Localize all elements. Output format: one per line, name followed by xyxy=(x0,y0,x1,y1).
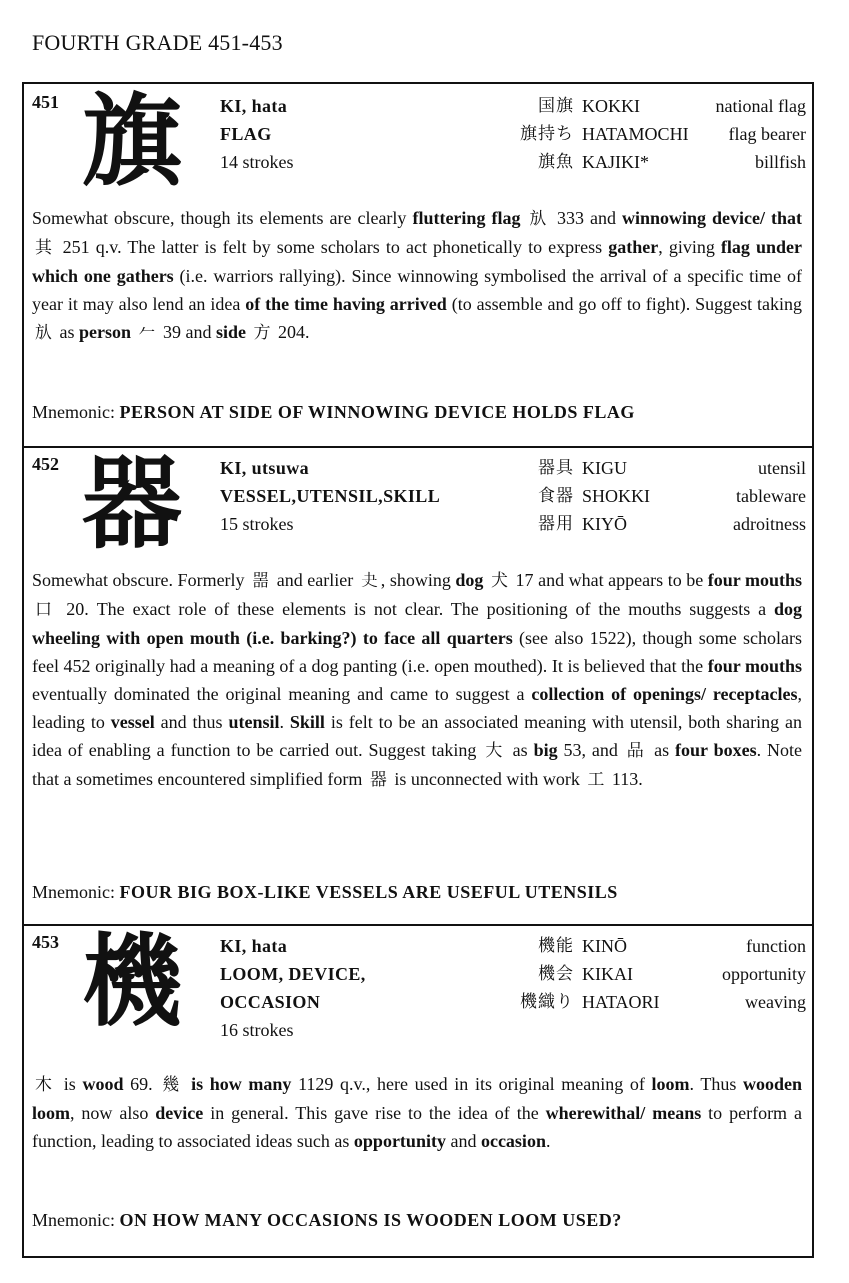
compound-romaji: KOKKI xyxy=(582,96,640,116)
mnemonic: Mnemonic: FOUR BIG BOX-LIKE VESSELS ARE USEFUL UTENSILS xyxy=(32,882,618,902)
stroke-count: 15 strokes xyxy=(220,514,294,534)
entry-452 xyxy=(24,446,812,926)
entry-meta xyxy=(220,454,440,538)
compound-kanji: 器用 xyxy=(538,514,574,534)
compound-meaning: adroitness xyxy=(733,514,806,534)
entry-number: 453 xyxy=(32,932,59,952)
compound-row xyxy=(464,960,806,988)
explanation-text: Somewhat obscure, though its elements are clearly fluttering flag 㫃 333 and winnowing device/ that 其 251 q.v. The latter is felt by some scholars to act phonetically to express gather, giving flag under which one gathers (i.e. warriors rallying). Since winnowing symbolised the arrival of a specific time of year it may also lend an idea of the time having arrived (to assemble and go off to fight). Suggest taking 㫃 as person 𠂉 39 and side 方 204. xyxy=(32,208,803,343)
entry-number: 451 xyxy=(32,92,59,112)
compound-kanji: 機織り xyxy=(520,992,574,1012)
stroke-count: 14 strokes xyxy=(220,152,294,172)
compound-kanji: 国旗 xyxy=(538,96,574,116)
entry-453 xyxy=(24,924,812,1256)
entry-meta xyxy=(220,932,366,1044)
stroke-count: 16 strokes xyxy=(220,1020,294,1040)
compound-meaning: opportunity xyxy=(722,964,806,984)
compound-romaji: KIYŌ xyxy=(582,514,627,534)
compound-row xyxy=(464,510,806,538)
meaning: VESSEL,UTENSIL,SKILL xyxy=(220,486,441,506)
compound-meaning: tableware xyxy=(736,486,806,506)
compound-romaji: KIGU xyxy=(582,458,627,478)
compound-row xyxy=(464,120,806,148)
compound-meaning: flag bearer xyxy=(728,124,806,144)
headword-kanji: 機 xyxy=(82,923,182,1040)
entry-number: 452 xyxy=(32,454,59,474)
compound-list xyxy=(464,932,806,1016)
compound-kanji: 器具 xyxy=(538,458,574,478)
readings: KI, utsuwa xyxy=(220,458,310,478)
compound-row xyxy=(464,454,806,482)
compound-row xyxy=(464,482,806,510)
compound-romaji: KIKAI xyxy=(582,964,633,984)
compound-row xyxy=(464,148,806,176)
headword-kanji: 旗 xyxy=(82,83,182,200)
explanation-text: 木 is wood 69. 幾 is how many 1129 q.v., here used in its original meaning of loom. Thus wooden loom, now also device in general. This gave rise to the idea of the wherewithal/ means to perform a function, leading to associated ideas such as opportunity and occasion. xyxy=(32,1074,803,1151)
compound-list xyxy=(464,454,806,538)
compound-romaji: SHOKKI xyxy=(582,486,651,506)
compound-row xyxy=(464,92,806,120)
entry-451 xyxy=(24,84,812,448)
compound-kanji: 旗魚 xyxy=(538,152,574,172)
compound-kanji: 機会 xyxy=(538,964,574,984)
compound-meaning: utensil xyxy=(758,458,806,478)
meaning: FLAG xyxy=(220,124,272,144)
entry-meta xyxy=(220,92,294,176)
compound-romaji: HATAMOCHI xyxy=(582,124,689,144)
compound-romaji: KAJIKI* xyxy=(582,152,649,172)
readings: KI, hata xyxy=(220,936,288,956)
page-title: FOURTH GRADE 451-453 xyxy=(32,30,283,55)
mnemonic: Mnemonic: PERSON AT SIDE OF WINNOWING DEVICE HOLDS FLAG xyxy=(32,402,635,422)
compound-row xyxy=(464,932,806,960)
compound-romaji: KINŌ xyxy=(582,936,627,956)
compound-meaning: weaving xyxy=(745,992,806,1012)
compound-list xyxy=(464,92,806,176)
compound-kanji: 旗持ち xyxy=(520,124,574,144)
headword-kanji: 器 xyxy=(82,445,182,562)
compound-kanji: 食器 xyxy=(538,486,574,506)
compound-kanji: 機能 xyxy=(538,936,574,956)
explanation-text: Somewhat obscure. Formerly 噐 and earlier 𡗒 , showing dog 犬 17 and what appears to be four mouths 口 20. The exact role of these elements is not clear. The positioning of the mouths suggests a dog wheeling with open mouth (i.e. barking?) to face all quarters (see also 1522), though some scholars feel 452 originally had a meaning of a dog panting (i.e. open mouthed). It is believed that the four mouths eventually dominated the original meaning and came to suggest a collection of openings/ receptacles, leading to vessel and thus utensil. Skill is felt to be an associated meaning with utensil, both sharing an idea of enabling a function to be carried out. Suggest taking 大 as big 53, and 品 as four boxes. Note that a sometimes encountered simplified form 器 is unconnected with work 工 113. xyxy=(32,570,803,790)
compound-row xyxy=(464,988,806,1016)
meaning-continued: OCCASION xyxy=(220,992,321,1012)
mnemonic: Mnemonic: ON HOW MANY OCCASIONS IS WOODEN LOOM USED? xyxy=(32,1210,622,1230)
compound-meaning: function xyxy=(746,936,806,956)
meaning: LOOM, DEVICE, xyxy=(220,964,366,984)
readings: KI, hata xyxy=(220,96,288,116)
compound-romaji: HATAORI xyxy=(582,992,660,1012)
compound-meaning: national flag xyxy=(715,96,806,116)
entries-frame xyxy=(22,82,814,1258)
compound-meaning: billfish xyxy=(754,152,806,172)
